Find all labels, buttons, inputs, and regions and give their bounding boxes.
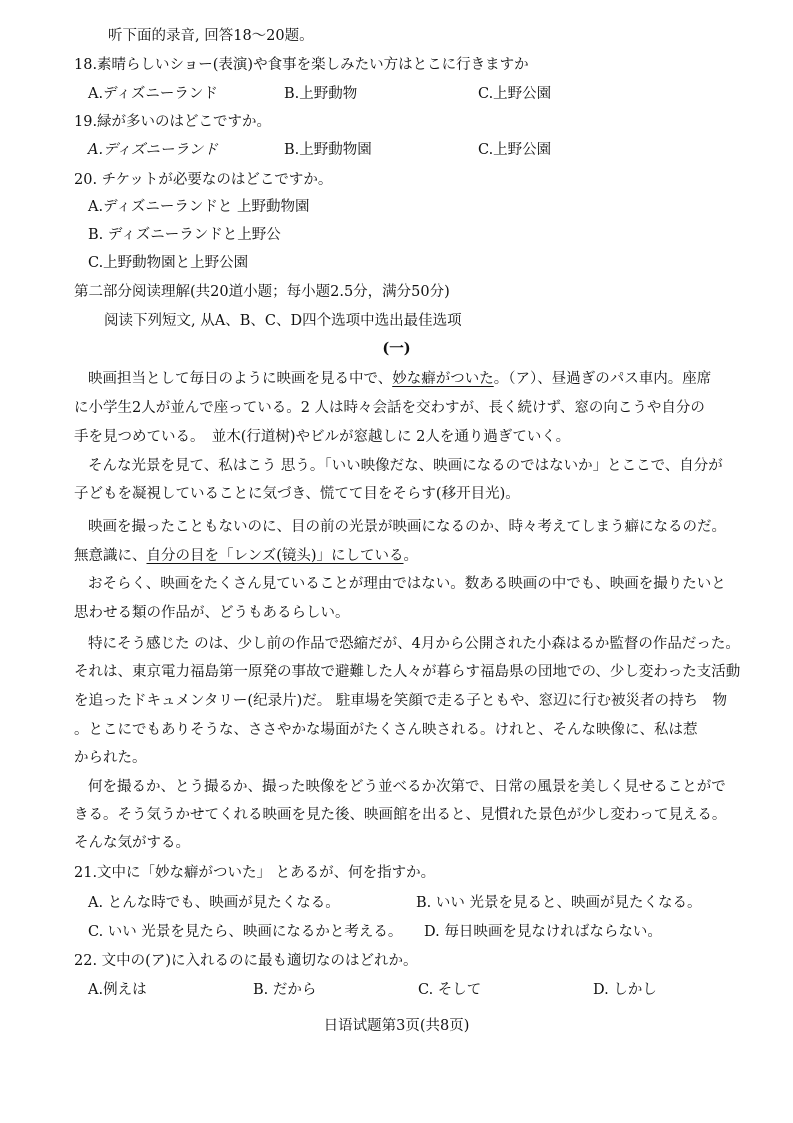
passage-p1-line3: 手を見つめている。 並木(行道树)やビルが窓越しに 2人を通り過ぎていく。 [74,429,571,445]
q21-stem: 21.文中に「妙な癖がついた」 とあるが、何を指すか。 [74,865,436,881]
q21-option-d: D. 毎日映画を見なければならない。 [424,924,662,940]
q22-option-b: B. だから [253,982,317,998]
q20-option-c: C.上野動物園と上野公園 [88,255,249,271]
q21-option-b: B. いい 光景を見ると、映画が見たくなる。 [416,895,702,911]
passage-p5-line1: 特にそう感じた のは、少し前の作品で恐縮だが、4月から公開された小森はるか監督の作品だった。 [88,636,740,652]
q20-stem: 20. チケットが必要なのはどこですか。 [74,172,333,188]
passage-p1-line2: に小学生2人が並んで座っている。2 人は時々会話を交わすが、長く続けず、窓の向こうや自分の [74,400,705,416]
passage-p2-line1: そんな光景を見て、私はこう 思う。「いい映像だな、映画になるのではないか」とここで、自分が [88,458,723,474]
passage-p2-line2: 子どもを凝視していることに気づき、慌てて目をそらす(移开目光)。 [74,486,520,502]
q19-stem: 19.緑が多いのはどこですか。 [74,114,272,130]
reading-part-title: 第二部分阅读理解(共20道小题；每小题2.5分，满分50分) [74,284,450,300]
passage-p3-line1: 映画を撮ったこともないのに、目の前の光景が映画になるのか、時々考えてしまう癖になるのだ。 [88,519,726,535]
passage-p5-line4: 。とこにでもありそうな、ささやかな場面がたくさん映される。けれと、そんな映像に、私は惹 [74,722,698,738]
q20-option-b: B. ディズニーランドと上野公 [88,227,281,243]
q18-option-b: B.上野動物 [284,86,358,102]
passage-p6-line3: そんな気がする。 [74,835,190,851]
q20-option-a: A.ディズニーランドと 上野動物園 [88,199,310,215]
q19-option-b: B.上野動物園 [284,142,372,158]
page-footer: 日语试题第3页(共8页) [323,1018,470,1034]
q22-stem: 22. 文中の(ア)に入れるのに最も適切なのはどれか。 [74,953,418,969]
q19-option-a: A.ディズニーランド [88,142,218,158]
passage-p1-line1: 映画担当として毎日のように映画を見る中で、妙な癖がついた。（ア）、昼過ぎのパス車内。座席 [88,371,712,387]
q22-option-c: C. そして [418,982,482,998]
passage-p6-line2: きる。そう気うかせてくれる映画を見た後、映画館を出ると、見慣れた景色が少し変わって見える。 [74,807,727,823]
passage-p3-line2: 無意識に、自分の目を「レンズ(镜头)」にしている。 [74,548,419,564]
passage-p5-line2: それは、東京電力福島第一原発の事故で避難した人々が暮らす福島県の団地での、少し変わった支活動 [74,664,741,680]
passage-p5-line5: かられた。 [74,750,147,766]
q22-option-d: D. しかし [593,982,657,998]
passage-p6-line1: 何を撮るか、とう撮るか、撮った映像をどう並べるか次第で、日常の風景を美しく見せることがで [88,779,726,795]
underlined-phrase-habit: 妙な癖がついた [392,371,494,387]
q18-option-a: A.ディズニーランド [88,86,218,102]
passage-mark: (一) [382,340,411,357]
q22-option-a: A.例えは [88,982,147,998]
q21-option-a: A. とんな時でも、映画が見たくなる。 [88,895,340,911]
underlined-phrase-lens: 自分の目を「レンズ(镜头)」にしている [146,548,404,564]
q21-option-c: C. いい 光景を見たら、映画になるかと考える。 [88,924,403,940]
listening-intro: 听下面的录音, 回答18～20题。 [108,28,314,44]
q18-option-c: C.上野公園 [478,86,552,102]
passage-p4-line2: 思わせる類の作品が、どうもあるらしい。 [74,605,350,621]
q18-stem: 18.素晴らしいショー(表演)や食事を楽しみたい方はとこに行きますか [74,57,529,73]
q19-option-c: C.上野公園 [478,142,552,158]
passage-p4-line1: おそらく、映画をたくさん見ていることが理由ではない。数ある映画の中でも、映画を撮りたいと [88,576,726,592]
passage-p5-line3: を追ったドキュメンタリー(纪录片)だ。 駐車場を笑顔で走る子ともや、窓辺に行む被災者の持ち 物 [74,693,728,709]
reading-instruction: 阅读下列短文, 从A、B、C、D四个选项中选出最佳选项 [104,313,462,329]
